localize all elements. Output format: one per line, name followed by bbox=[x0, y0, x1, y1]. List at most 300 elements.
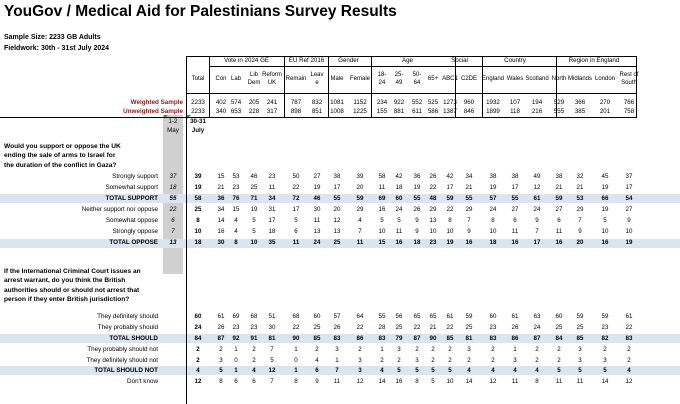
q1-value: 15 bbox=[217, 173, 225, 180]
q2-value: 16 bbox=[395, 378, 403, 385]
q1-value: 19 bbox=[194, 184, 202, 191]
q1-value: 18 bbox=[489, 239, 497, 246]
q2-value: 85 bbox=[446, 335, 454, 342]
q1-value: 19 bbox=[446, 239, 454, 246]
column-header: North bbox=[551, 76, 567, 82]
column-header: Male bbox=[330, 76, 344, 82]
q1-value: 9 bbox=[415, 217, 419, 224]
q2-value: 65 bbox=[413, 313, 421, 320]
q2-row-label: TOTAL SHOULD bbox=[109, 335, 158, 342]
group-header: Gender bbox=[338, 57, 359, 64]
q2-value: 5 bbox=[397, 367, 401, 374]
unweighted-sample-value: 846 bbox=[463, 108, 475, 115]
q1-value: 12 bbox=[533, 184, 541, 191]
q2-value: 4 bbox=[380, 367, 384, 374]
q2-value: 9 bbox=[315, 378, 319, 385]
q1-value: 46 bbox=[313, 195, 321, 202]
q1-value: 4 bbox=[234, 217, 238, 224]
q1-value: 53 bbox=[576, 195, 584, 202]
q1-value: 9 bbox=[578, 228, 582, 235]
q1-value: 18 bbox=[194, 239, 202, 246]
q1-value: 61 bbox=[533, 195, 541, 202]
q1-value: 4 bbox=[234, 228, 238, 235]
q1-value: 17 bbox=[511, 184, 519, 191]
q2-value: 5 bbox=[603, 367, 607, 374]
q2-value: 22 bbox=[292, 324, 300, 331]
q2-value: 22 bbox=[356, 324, 364, 331]
q2-value: 85 bbox=[576, 335, 584, 342]
q2-value: 14 bbox=[601, 378, 609, 385]
q2-value: 4 bbox=[535, 367, 539, 374]
weighted-sample-value: 234 bbox=[376, 99, 388, 106]
q2-value: 5 bbox=[557, 367, 561, 374]
q1-value: 26 bbox=[413, 206, 421, 213]
q2-value: 5 bbox=[431, 378, 435, 385]
column-header: Lab bbox=[230, 76, 241, 82]
q1-value: 7 bbox=[578, 217, 582, 224]
q1-value: 24 bbox=[489, 206, 497, 213]
q1-row-label: Somewhat oppose bbox=[105, 217, 158, 224]
q2-value: 26 bbox=[511, 324, 519, 331]
q1-value: 59 bbox=[555, 195, 563, 202]
q1-value: 19 bbox=[601, 184, 609, 191]
q2-value: 3 bbox=[335, 346, 339, 353]
weighted-sample-value: 1081 bbox=[330, 99, 344, 106]
q1-value: 48 bbox=[429, 195, 437, 202]
q2-value: 22 bbox=[413, 324, 421, 331]
q2-value: 2 bbox=[491, 346, 495, 353]
q1-value: 21 bbox=[465, 184, 473, 191]
column-header: England bbox=[481, 76, 505, 82]
unweighted-sample-value: 118 bbox=[510, 108, 520, 115]
weighted-sample-value: 552 bbox=[411, 99, 423, 106]
sample-size: Sample Size: 2233 GB Adults bbox=[4, 34, 101, 41]
weighted-sample-value: 107 bbox=[509, 99, 521, 106]
unweighted-sample-value: 2233 bbox=[191, 108, 205, 115]
unweighted-sample-value: 1225 bbox=[353, 108, 367, 115]
q2-value: 2 bbox=[397, 357, 401, 364]
q1-value: 30 bbox=[313, 206, 321, 213]
q2-value: 8 bbox=[219, 378, 223, 385]
q2-value: 59 bbox=[601, 313, 609, 320]
q2-value: 14 bbox=[465, 378, 473, 385]
q1-question: Would you support or oppose the UK ending the sale of arms to Israel for the duration of the conflict in Gaza? bbox=[4, 143, 121, 169]
q2-value: 56 bbox=[395, 313, 403, 320]
q1-value: 8 bbox=[448, 217, 452, 224]
q2-value: 1 bbox=[380, 346, 384, 353]
q1-value: 45 bbox=[601, 173, 609, 180]
weighted-sample-value: 529 bbox=[553, 99, 565, 106]
q2-value: 3 bbox=[358, 367, 362, 374]
q1-value: 32 bbox=[576, 173, 584, 180]
q1-value: 42 bbox=[446, 173, 454, 180]
q2-value: 2 bbox=[219, 346, 223, 353]
q2-value: 68 bbox=[250, 313, 258, 320]
q2-value: 6 bbox=[315, 367, 319, 374]
group-header: Age bbox=[401, 57, 413, 64]
q2-value: 5 bbox=[431, 367, 435, 374]
q1-value: 59 bbox=[356, 195, 364, 202]
q1-value: 24 bbox=[533, 206, 541, 213]
weighted-sample-value: 2233 bbox=[191, 99, 205, 106]
q1-value: 36 bbox=[413, 173, 421, 180]
q1-value: 42 bbox=[395, 173, 403, 180]
q1-value: 39 bbox=[194, 173, 202, 180]
q1-row-label: TOTAL SUPPORT bbox=[105, 195, 158, 202]
q2-value: 3 bbox=[397, 346, 401, 353]
q1-value: 21 bbox=[217, 184, 225, 191]
q2-value: 1 bbox=[234, 346, 238, 353]
q2-value: 28 bbox=[378, 324, 386, 331]
q1-value: 25 bbox=[194, 206, 202, 213]
q1-value: 11 bbox=[313, 217, 321, 224]
q1-value: 16 bbox=[395, 239, 403, 246]
column-header: Con bbox=[215, 76, 227, 82]
q2-value: 57 bbox=[333, 313, 341, 320]
q1-value: 10 bbox=[378, 228, 386, 235]
q2-value: 90 bbox=[429, 335, 437, 342]
q1-value: 72 bbox=[292, 195, 300, 202]
q2-value: 85 bbox=[313, 335, 321, 342]
q2-value: 8 bbox=[415, 378, 419, 385]
q2-value: 4 bbox=[491, 367, 495, 374]
q1-value: 17 bbox=[292, 206, 300, 213]
column-header: Reform UK bbox=[262, 72, 282, 86]
q1-value: 54 bbox=[625, 195, 633, 202]
q1-value: 58 bbox=[194, 195, 202, 202]
q2-value: 8 bbox=[535, 378, 539, 385]
q1-value: 11 bbox=[292, 239, 300, 246]
q2-row-label: They probably should bbox=[97, 324, 158, 331]
q2-value: 87 bbox=[413, 335, 421, 342]
q1-value: 57 bbox=[489, 195, 497, 202]
q1-value: 7 bbox=[467, 217, 471, 224]
q2-value: 51 bbox=[268, 313, 276, 320]
unweighted-sample-value: 758 bbox=[623, 108, 635, 115]
weighted-sample-value: 1273 bbox=[443, 99, 457, 106]
q2-value: 86 bbox=[356, 335, 364, 342]
q1-value: 8 bbox=[196, 217, 200, 224]
unweighted-sample-value: 155 bbox=[376, 108, 388, 115]
q2-value: 11 bbox=[511, 378, 519, 385]
q1-value: 10 bbox=[194, 228, 202, 235]
q2-value: 2 bbox=[603, 346, 607, 353]
weighted-sample-value: 205 bbox=[248, 99, 260, 106]
q2-value: 3 bbox=[603, 357, 607, 364]
weighted-sample-value: 766 bbox=[623, 99, 635, 106]
q2-value: 23 bbox=[250, 324, 258, 331]
column-header: 50- 64 bbox=[412, 72, 422, 86]
q2-value: 92 bbox=[232, 335, 240, 342]
q1-value: 36 bbox=[217, 195, 225, 202]
weighted-sample-value: 270 bbox=[599, 99, 611, 106]
unweighted-sample-value: 228 bbox=[248, 108, 260, 115]
q2-value: 55 bbox=[378, 313, 386, 320]
q1-prev-value: 18 bbox=[169, 184, 177, 191]
q2-value: 5 bbox=[270, 357, 274, 364]
q2-value: 69 bbox=[232, 313, 240, 320]
q1-value: 34 bbox=[465, 173, 473, 180]
q1-value: 18 bbox=[268, 228, 276, 235]
q2-value: 83 bbox=[489, 335, 497, 342]
q2-value: 3 bbox=[358, 357, 362, 364]
q2-value: 2 bbox=[380, 357, 384, 364]
q2-value: 87 bbox=[217, 335, 225, 342]
q2-value: 23 bbox=[489, 324, 497, 331]
q1-prev-value: 13 bbox=[169, 239, 177, 246]
q1-value: 5 bbox=[380, 217, 384, 224]
q1-prev-value: 7 bbox=[171, 228, 175, 235]
q2-value: 82 bbox=[601, 335, 609, 342]
q2-row-label: Don't know bbox=[127, 378, 158, 385]
q2-value: 63 bbox=[533, 313, 541, 320]
q1-value: 16 bbox=[465, 239, 473, 246]
q2-value: 2 bbox=[627, 357, 631, 364]
q2-value: 3 bbox=[578, 346, 582, 353]
q2-value: 7 bbox=[270, 346, 274, 353]
q1-value: 19 bbox=[413, 184, 421, 191]
q1-value: 25 bbox=[250, 184, 258, 191]
q2-value: 61 bbox=[625, 313, 633, 320]
q1-value: 58 bbox=[378, 173, 386, 180]
q2-value: 12 bbox=[268, 367, 276, 374]
q2-value: 0 bbox=[234, 357, 238, 364]
q1-value: 24 bbox=[313, 239, 321, 246]
q2-value: 0 bbox=[294, 357, 298, 364]
q2-value: 12 bbox=[489, 378, 497, 385]
q1-value: 13 bbox=[429, 217, 437, 224]
unweighted-sample-value: 898 bbox=[290, 108, 302, 115]
q1-value: 27 bbox=[511, 206, 519, 213]
q1-value: 23 bbox=[232, 184, 240, 191]
weighted-sample-value: 366 bbox=[574, 99, 586, 106]
q1-value: 4 bbox=[358, 217, 362, 224]
q1-value: 10 bbox=[601, 228, 609, 235]
q2-value: 12 bbox=[356, 378, 364, 385]
unweighted-sample-value: 317 bbox=[266, 108, 278, 115]
q1-value: 22 bbox=[292, 184, 300, 191]
q1-value: 14 bbox=[217, 217, 225, 224]
q1-value: 30 bbox=[217, 239, 225, 246]
q2-value: 25 bbox=[313, 324, 321, 331]
column-header: London bbox=[594, 76, 616, 82]
q2-value: 61 bbox=[446, 313, 454, 320]
q2-value: 24 bbox=[194, 324, 202, 331]
q1-value: 16 bbox=[511, 239, 519, 246]
q1-value: 9 bbox=[627, 217, 631, 224]
q1-value: 17 bbox=[446, 184, 454, 191]
header-border bbox=[0, 117, 636, 118]
q1-value: 17 bbox=[533, 239, 541, 246]
q2-value: 11 bbox=[333, 378, 341, 385]
q1-row-label: Strongly support bbox=[112, 173, 158, 180]
q1-value: 18 bbox=[395, 184, 403, 191]
column-header: 25- 49 bbox=[394, 72, 404, 86]
unweighted-sample-value: 1008 bbox=[330, 108, 344, 115]
q1-row-label: Strongly oppose bbox=[112, 228, 158, 235]
q2-value: 84 bbox=[194, 335, 202, 342]
q1-row-label: Somewhat support bbox=[105, 184, 158, 191]
q1-value: 55 bbox=[413, 195, 421, 202]
q2-value: 25 bbox=[465, 324, 473, 331]
q1-value: 38 bbox=[489, 173, 497, 180]
column-header: Leav e bbox=[310, 72, 324, 86]
q2-value: 65 bbox=[429, 313, 437, 320]
q1-value: 8 bbox=[234, 239, 238, 246]
q2-value: 4 bbox=[513, 367, 517, 374]
q1-value: 19 bbox=[489, 184, 497, 191]
q1-value: 17 bbox=[268, 217, 276, 224]
q2-value: 3 bbox=[415, 357, 419, 364]
weighted-sample-value: 1152 bbox=[353, 99, 367, 106]
q1-value: 38 bbox=[511, 173, 519, 180]
q2-value: 5 bbox=[578, 367, 582, 374]
q1-value: 19 bbox=[625, 239, 633, 246]
q1-value: 12 bbox=[333, 217, 341, 224]
q1-value: 66 bbox=[601, 195, 609, 202]
q2-value: 14 bbox=[378, 378, 386, 385]
q1-value: 11 bbox=[395, 228, 403, 235]
q1-value: 29 bbox=[429, 206, 437, 213]
q1-value: 10 bbox=[250, 239, 258, 246]
q1-value: 13 bbox=[313, 228, 321, 235]
q2-value: 3 bbox=[578, 357, 582, 364]
q2-value: 3 bbox=[513, 357, 517, 364]
q1-value: 29 bbox=[356, 206, 364, 213]
q2-value: 2 bbox=[196, 346, 200, 353]
group-header: Vote in 2024 GE bbox=[223, 57, 270, 64]
q1-value: 26 bbox=[429, 173, 437, 180]
q2-value: 1 bbox=[335, 357, 339, 364]
q1-value: 38 bbox=[333, 173, 341, 180]
q1-value: 15 bbox=[232, 206, 240, 213]
q2-value: 2 bbox=[415, 346, 419, 353]
q2-value: 26 bbox=[333, 324, 341, 331]
q1-value: 18 bbox=[413, 239, 421, 246]
unweighted-sample-value: 1899 bbox=[486, 108, 500, 115]
q2-value: 7 bbox=[270, 378, 274, 385]
q2-value: 4 bbox=[315, 357, 319, 364]
q2-value: 22 bbox=[625, 324, 633, 331]
q1-value: 19 bbox=[313, 184, 321, 191]
q1-value: 16 bbox=[601, 239, 609, 246]
weighted-sample-label: Weighted Sample bbox=[130, 99, 183, 106]
q2-value: 3 bbox=[219, 357, 223, 364]
group-header: Region in England bbox=[568, 57, 620, 64]
report-title: YouGov / Medical Aid for Palestinians Survey Results bbox=[4, 3, 397, 20]
q1-value: 29 bbox=[465, 206, 473, 213]
q2-value: 1 bbox=[234, 367, 238, 374]
q1-row-label: TOTAL OPPOSE bbox=[109, 239, 158, 246]
unweighted-sample-value: 340 bbox=[215, 108, 227, 115]
q2-value: 6 bbox=[234, 378, 238, 385]
group-header: Social bbox=[451, 57, 468, 64]
unweighted-sample-value: 851 bbox=[311, 108, 323, 115]
q2-value: 68 bbox=[292, 313, 300, 320]
unweighted-sample-label: Unweighted Sample bbox=[123, 108, 183, 115]
q1-value: 27 bbox=[625, 206, 633, 213]
q2-value: 2 bbox=[535, 357, 539, 364]
column-header: Female bbox=[349, 76, 370, 82]
q2-value: 81 bbox=[465, 335, 473, 342]
q1-value: 25 bbox=[333, 239, 341, 246]
q1-value: 22 bbox=[446, 206, 454, 213]
q2-value: 2 bbox=[448, 346, 452, 353]
q2-value: 23 bbox=[232, 324, 240, 331]
q1-value: 34 bbox=[217, 206, 225, 213]
unweighted-sample-value: 201 bbox=[599, 108, 611, 115]
q2-value: 4 bbox=[196, 367, 200, 374]
q2-row-label: They probably should not bbox=[87, 346, 158, 353]
unweighted-sample-value: 385 bbox=[574, 108, 586, 115]
q1-value: 7 bbox=[535, 228, 539, 235]
q1-value: 6 bbox=[513, 217, 517, 224]
column-header: Scotland bbox=[525, 76, 549, 82]
q1-value: 5 bbox=[252, 217, 256, 224]
q2-value: 5 bbox=[415, 367, 419, 374]
q1-row-label: Neither support nor oppose bbox=[81, 206, 158, 213]
q2-value: 4 bbox=[627, 367, 631, 374]
q2-value: 7 bbox=[335, 367, 339, 374]
q1-value: 17 bbox=[625, 184, 633, 191]
q1-value: 27 bbox=[313, 173, 321, 180]
q2-value: 90 bbox=[292, 335, 300, 342]
q1-value: 16 bbox=[217, 228, 225, 235]
q2-value: 81 bbox=[268, 335, 276, 342]
weighted-sample-value: 402 bbox=[215, 99, 227, 106]
q2-value: 83 bbox=[378, 335, 386, 342]
q1-value: 16 bbox=[378, 206, 386, 213]
fieldwork-dates: Fieldwork: 30th - 31st July 2024 bbox=[4, 45, 110, 52]
column-header: Rest of South bbox=[619, 72, 639, 86]
q2-value: 4 bbox=[467, 367, 471, 374]
weighted-sample-value: 787 bbox=[290, 99, 302, 106]
q1-value: 16 bbox=[555, 239, 563, 246]
q1-value: 76 bbox=[232, 195, 240, 202]
q1-value: 21 bbox=[555, 184, 563, 191]
q2-value: 2 bbox=[431, 357, 435, 364]
weighted-sample-value: 960 bbox=[463, 99, 475, 106]
q2-value: 30 bbox=[268, 324, 276, 331]
q2-value: 5 bbox=[219, 367, 223, 374]
q2-value: 60 bbox=[194, 313, 202, 320]
q2-value: 21 bbox=[429, 324, 437, 331]
q1-value: 11 bbox=[356, 239, 364, 246]
group-header: EU Ref 2016 bbox=[288, 57, 325, 64]
q1-prev-value: 6 bbox=[171, 217, 175, 224]
q1-value: 10 bbox=[446, 228, 454, 235]
column-header: 18- 24 bbox=[377, 72, 387, 86]
q2-value: 5 bbox=[448, 367, 452, 374]
q1-value: 21 bbox=[576, 184, 584, 191]
q2-value: 86 bbox=[511, 335, 519, 342]
q2-value: 11 bbox=[576, 378, 584, 385]
q2-value: 2 bbox=[557, 346, 561, 353]
q1-value: 60 bbox=[395, 195, 403, 202]
q2-value: 83 bbox=[333, 335, 341, 342]
q1-value: 5 bbox=[252, 228, 256, 235]
column-header: Midlands bbox=[567, 76, 592, 82]
column-header: Wales bbox=[506, 76, 524, 82]
curr-wave-date: 30-31 July bbox=[190, 118, 206, 134]
q2-value: 79 bbox=[395, 335, 403, 342]
q1-value: 69 bbox=[378, 195, 386, 202]
weighted-sample-value: 922 bbox=[393, 99, 405, 106]
q2-value: 11 bbox=[555, 378, 563, 385]
q1-value: 7 bbox=[358, 228, 362, 235]
q1-value: 5 bbox=[294, 217, 298, 224]
q2-value: 23 bbox=[601, 324, 609, 331]
